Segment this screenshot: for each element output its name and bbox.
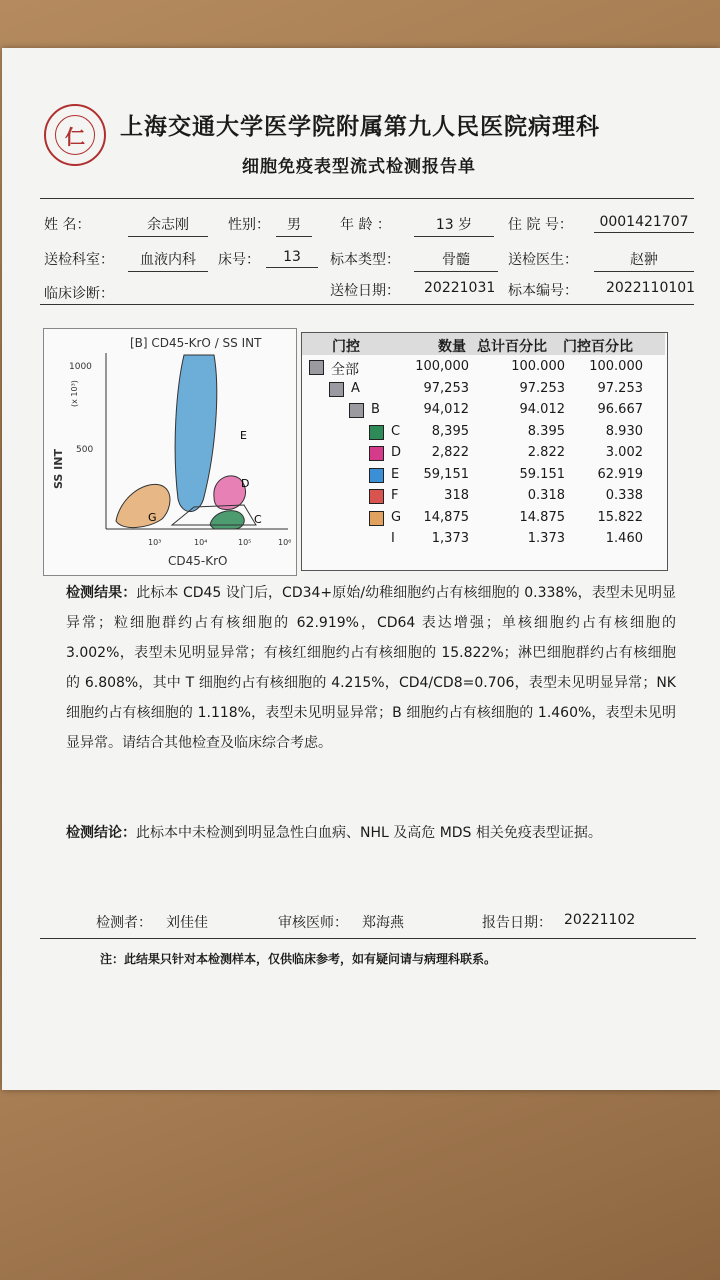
gate-count-value: 1,373 — [431, 531, 469, 546]
gate-g-label: G — [148, 511, 157, 524]
table-row — [301, 400, 666, 421]
gate-color-swatch — [369, 425, 384, 440]
gate-gated-value: 1.460 — [605, 531, 643, 546]
gate-name: I — [391, 531, 395, 546]
table-row — [301, 422, 666, 443]
x-tick-1e3: 10³ — [148, 538, 162, 547]
gate-e-population — [175, 355, 217, 512]
gate-count-value: 59,151 — [423, 466, 469, 482]
gate-total-value: 8.395 — [527, 423, 565, 439]
gate-count-value: 318 — [444, 488, 469, 503]
specimen-label: 标本类型： — [330, 252, 400, 268]
table-row — [301, 508, 666, 529]
gate-count-value: 14,875 — [423, 509, 469, 525]
header-rule — [40, 198, 694, 199]
table-row — [301, 357, 666, 378]
specimen-value: 骨髓 — [414, 249, 498, 272]
header-gate-pct: 门控百分比 — [563, 339, 633, 355]
x-axis-label: CD45-KrO — [168, 554, 228, 568]
dept-value: 血液内科 — [128, 249, 208, 272]
result-label: 检测结果： — [66, 585, 137, 601]
gate-color-swatch — [309, 360, 324, 375]
y-axis-label: SS INT — [52, 449, 65, 489]
gate-name: 全部 — [331, 362, 359, 378]
result-paragraph — [66, 578, 676, 758]
bed-value: 13 — [266, 249, 318, 268]
patient-age: 13 岁 — [414, 214, 494, 237]
gate-gated-value: 8.930 — [605, 423, 643, 439]
gate-gated-value: 15.822 — [597, 509, 643, 525]
gate-name: E — [391, 466, 400, 482]
gate-color-swatch — [369, 489, 384, 504]
submit-date: 20221031 — [424, 280, 496, 296]
chart-title: [B] CD45-KrO / SS INT — [130, 336, 262, 350]
doctor-label: 送检医生： — [508, 252, 578, 268]
gate-name: C — [391, 423, 401, 439]
gate-gated-value: 62.919 — [597, 466, 643, 482]
gate-name: G — [391, 509, 402, 525]
header-total-pct: 总计百分比 — [477, 339, 547, 355]
table-row — [301, 529, 666, 550]
x-tick-1e6: 10⁶ — [278, 538, 292, 547]
gate-color-swatch — [369, 468, 384, 483]
logo-emblem: 仁 — [55, 115, 95, 155]
specimen-no-label: 标本编号： — [508, 283, 578, 299]
gate-count-value: 8,395 — [431, 423, 469, 439]
footer-rule — [40, 938, 696, 939]
conclusion-paragraph — [66, 818, 676, 848]
gate-color-swatch — [369, 511, 384, 526]
gate-total-value: 2.822 — [527, 445, 565, 460]
gate-name: B — [371, 402, 380, 417]
gate-e-label: E — [240, 429, 247, 442]
gate-gated-value: 100.000 — [589, 359, 643, 374]
gate-name: A — [351, 380, 360, 396]
age-label: 年 龄 ： — [340, 217, 391, 233]
name-label: 姓 名： — [44, 217, 91, 233]
gate-total-value: 94.012 — [519, 402, 565, 417]
gate-name: D — [391, 445, 402, 460]
patient-name: 余志刚 — [128, 214, 208, 237]
sex-label: 性别： — [228, 217, 270, 233]
patient-sex: 男 — [276, 214, 312, 237]
table-row — [301, 443, 666, 464]
reviewer-label: 审核医师： — [278, 915, 348, 931]
table-row — [301, 465, 666, 486]
table-row — [301, 379, 666, 400]
gate-count-value: 100,000 — [415, 359, 469, 374]
info-rule — [40, 304, 694, 305]
gate-count-value: 2,822 — [431, 445, 469, 460]
diagnosis-label: 临床诊断： — [44, 286, 114, 302]
flow-scatter-plot — [44, 329, 296, 575]
gate-d-label: D — [241, 477, 250, 490]
x-tick-1e4: 10⁴ — [194, 538, 208, 547]
hospital-logo — [44, 104, 106, 166]
disclaimer-note: 注：此结果只针对本检测样本，仅供临床参考，如有疑问请与病理科联系。 — [100, 952, 497, 966]
result-text: 此标本 CD45 设门后，CD34+原始/幼稚细胞约占有核细胞的 0.338%，表型未见明显异常；粒细胞群约占有核细胞的 62.919%，CD64 表达增强；单核细胞约占有核细胞的 3.002%，表型未见明显异常；有核红细胞约占有核细胞的 15.822%；淋巴细胞群约占有核细胞的 6.808%，其中 T 细胞约占有核细胞的 4.215%，CD4/CD8=0.706，表型未见明显异常；NK 细胞约占有核细胞的 1.118%，表型未见明显异常；B 细胞约占有核细胞的 1.460%，表型未见明显异常。请结合其他检查及临床综合考虑。 — [66, 585, 676, 751]
x-tick-1e5: 10⁵ — [238, 538, 252, 547]
hospital-name: 上海交通大学医学院附属第九人民医院病理科 — [120, 113, 600, 140]
reviewer-name: 郑海燕 — [362, 915, 404, 931]
gate-total-value: 0.318 — [527, 488, 565, 503]
gate-color-swatch — [349, 403, 364, 418]
inpatient-no: 0001421707 — [594, 214, 694, 233]
gate-count-value: 97,253 — [423, 380, 469, 396]
gate-gated-value: 96.667 — [597, 402, 643, 417]
conclusion-text: 此标本中未检测到明显急性白血病、NHL 及高危 MDS 相关免疫表型证据。 — [136, 825, 602, 841]
gate-count-value: 94,012 — [423, 402, 469, 417]
y-tick-500: 500 — [76, 445, 94, 455]
gate-name: F — [391, 488, 399, 503]
report-title: 细胞免疫表型流式检测报告单 — [242, 157, 476, 177]
gate-c-population — [210, 511, 244, 529]
gate-total-value: 1.373 — [527, 531, 565, 546]
doctor-value: 赵翀 — [594, 249, 694, 272]
gate-color-swatch — [329, 382, 344, 397]
date-label: 送检日期： — [330, 283, 400, 299]
table-row — [301, 486, 666, 507]
gate-gated-value: 97.253 — [597, 380, 643, 396]
y-unit-label: (x 10³) — [70, 380, 79, 407]
gate-total-value: 59.151 — [519, 466, 565, 482]
report-date: 20221102 — [564, 912, 636, 928]
header-count: 数量 — [438, 339, 466, 355]
specimen-no: 2022110101 — [606, 280, 696, 296]
flow-chart-panel — [43, 328, 297, 576]
y-tick-1000: 1000 — [69, 362, 92, 372]
gate-c-label: C — [254, 513, 262, 526]
gate-gated-value: 3.002 — [605, 445, 643, 460]
tester-name: 刘佳佳 — [166, 915, 208, 931]
dept-label: 送检科室： — [44, 252, 114, 268]
bed-label: 床号： — [218, 252, 260, 268]
inpatient-label: 住 院 号： — [508, 217, 573, 233]
gate-total-value: 14.875 — [519, 509, 565, 525]
gate-total-value: 97.253 — [519, 380, 565, 396]
gate-gated-value: 0.338 — [605, 488, 643, 503]
gate-g-population — [116, 484, 170, 527]
gate-total-value: 100.000 — [511, 359, 565, 374]
gate-color-swatch — [369, 446, 384, 461]
report-date-label: 报告日期： — [482, 915, 552, 931]
tester-label: 检测者： — [96, 915, 152, 931]
header-gate: 门控 — [332, 339, 360, 355]
conclusion-label: 检测结论： — [66, 825, 136, 841]
